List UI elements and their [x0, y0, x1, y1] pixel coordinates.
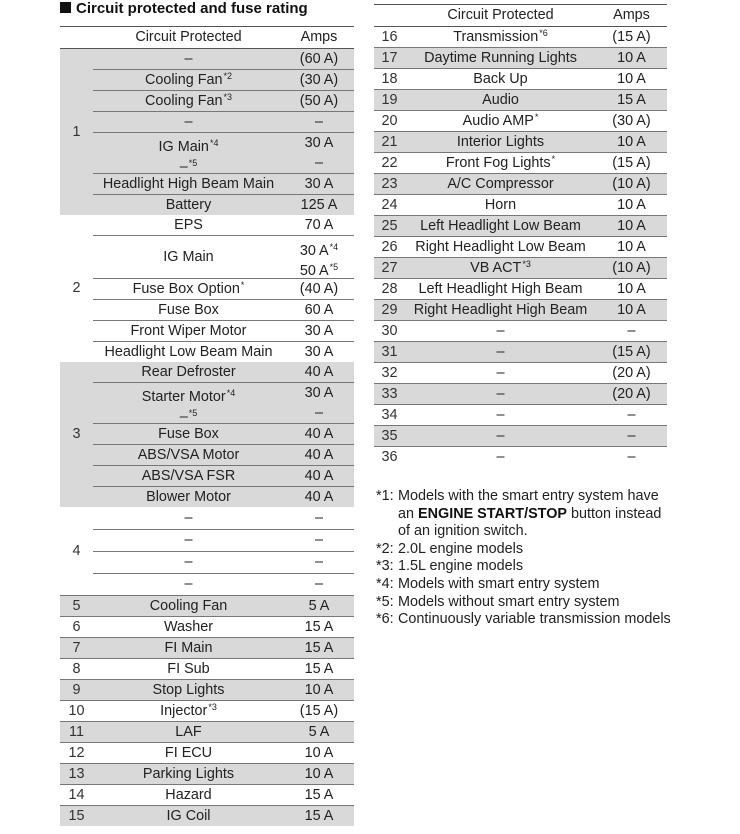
- circuit-cell: IG Main$^{*4}$ –$^{*5}$: [93, 133, 284, 174]
- footnote: *5: Models without smart entry system: [376, 593, 620, 610]
- fuse-number: 21: [374, 132, 405, 153]
- table-row: [374, 321, 667, 342]
- circuit-cell: –: [93, 574, 284, 596]
- amps-cell: (15 A): [596, 153, 667, 174]
- table-row: [60, 321, 354, 342]
- table-row: [60, 424, 354, 445]
- circuit-cell: –: [405, 447, 596, 468]
- table-row: [374, 342, 667, 363]
- fuse-number: 23: [374, 174, 405, 195]
- table-row: [60, 552, 354, 574]
- circuit-cell: Fuse Box Option*: [93, 279, 284, 300]
- table-row: [60, 785, 354, 806]
- amps-cell: 10 A: [596, 237, 667, 258]
- amps-cell: –: [284, 530, 354, 552]
- circuit-cell: –: [184, 509, 193, 526]
- table-row: [374, 216, 667, 237]
- circuit-cell: Injector$^{*3}$: [93, 701, 284, 722]
- fuse-singles: [60, 596, 354, 827]
- amps-cell: 10 A: [596, 279, 667, 300]
- amps-cell: (20 A): [596, 363, 667, 384]
- amps-cell: 15 A: [284, 617, 354, 638]
- table-row: [60, 680, 354, 701]
- table-row: [374, 174, 667, 195]
- circuit-cell: –: [93, 49, 284, 70]
- table-row: [374, 258, 667, 279]
- table-row: [60, 659, 354, 680]
- table-row: [60, 638, 354, 659]
- amps-cell: (10 A): [596, 258, 667, 279]
- amps-cell: 10 A: [596, 300, 667, 321]
- header-number: [374, 5, 405, 27]
- amps-cell: 30 A: [284, 174, 354, 195]
- amps-cell: –: [596, 426, 667, 447]
- fuse-number: 24: [374, 195, 405, 216]
- amps-cell: 30 A –: [284, 133, 354, 174]
- amps-cell: 30 A: [284, 321, 354, 342]
- amps-cell: (30 A): [284, 70, 354, 91]
- circuit-cell: LAF: [93, 722, 284, 743]
- amps-cell: 10 A: [596, 216, 667, 237]
- fuse-number: 12: [60, 743, 93, 764]
- amps-cell: 10 A: [596, 48, 667, 69]
- table-row: [374, 405, 667, 426]
- header-circuit: Circuit Protected: [93, 27, 284, 49]
- amps-cell: 30 A: [284, 342, 354, 363]
- footnote: *6: Continuously variable transmission models: [376, 611, 671, 628]
- amps-cell: (30 A): [596, 111, 667, 132]
- table-row: [374, 447, 667, 468]
- fuse-number: 36: [374, 447, 405, 468]
- amps-cell: 10 A: [596, 195, 667, 216]
- amps-cell: 60 A: [284, 300, 354, 321]
- fuse-number: 33: [374, 384, 405, 405]
- fuse-number: 1: [60, 49, 93, 216]
- circuit-cell: –: [93, 530, 284, 552]
- fuse-number: 27: [374, 258, 405, 279]
- table-row: [374, 90, 667, 111]
- header-amps: Amps: [284, 27, 354, 49]
- fuse-number: 30: [374, 321, 405, 342]
- circuit-cell: Blower Motor: [93, 487, 284, 508]
- circuit-cell: IG Coil: [93, 806, 284, 827]
- amps-cell: 15 A: [596, 90, 667, 111]
- circuit-cell: Fuse Box: [93, 424, 284, 445]
- table-row: [374, 300, 667, 321]
- circuit-cell: –: [405, 342, 596, 363]
- circuit-cell: Transmission$^{*6}$: [405, 27, 596, 48]
- circuit-cell: Cooling Fan$^{*3}$: [93, 91, 284, 112]
- fuse-number: 29: [374, 300, 405, 321]
- circuit-cell: Interior Lights: [405, 132, 596, 153]
- fuse-number: 25: [374, 216, 405, 237]
- table-header-row: [374, 5, 667, 27]
- header-circuit: Circuit Protected: [405, 5, 596, 27]
- circuit-cell: –: [93, 552, 284, 574]
- circuit-cell: –: [405, 321, 596, 342]
- fuse-group-4: [60, 507, 354, 596]
- table-row: [60, 530, 354, 552]
- fuse-number: 11: [60, 722, 93, 743]
- circuit-cell: Battery: [93, 195, 284, 216]
- table-row: [60, 112, 354, 133]
- header-amps: Amps: [596, 5, 667, 27]
- circuit-cell: Audio: [405, 90, 596, 111]
- fuse-number: 18: [374, 69, 405, 90]
- fuse-number: 8: [60, 659, 93, 680]
- circuit-cell: Horn: [405, 195, 596, 216]
- amps-cell: 40 A: [284, 445, 354, 466]
- amps-cell: –: [284, 112, 354, 133]
- amps-cell: –: [596, 447, 667, 468]
- table-row: [60, 743, 354, 764]
- table-row: [374, 279, 667, 300]
- circuit-cell: Cooling Fan$^{*2}$: [93, 70, 284, 91]
- fuse-number: 17: [374, 48, 405, 69]
- circuit-cell: A/C Compressor: [405, 174, 596, 195]
- circuit-cell: Stop Lights: [93, 680, 284, 701]
- amps-cell: 30 A –: [284, 383, 354, 424]
- table-row: [374, 153, 667, 174]
- circuit-cell: Left Headlight High Beam: [405, 279, 596, 300]
- amps-cell: 10 A: [596, 132, 667, 153]
- circuit-cell: –: [405, 363, 596, 384]
- table-row: [374, 27, 667, 48]
- amps-cell: (60 A): [284, 49, 354, 70]
- circuit-cell: Fuse Box: [93, 300, 284, 321]
- footnote: *4: Models with smart entry system: [376, 575, 600, 592]
- fuse-number: 35: [374, 426, 405, 447]
- table-row: [374, 384, 667, 405]
- amps-cell: 15 A: [284, 638, 354, 659]
- fuse-number: 14: [60, 785, 93, 806]
- table-row: [60, 49, 354, 70]
- amps-cell: 10 A: [284, 680, 354, 701]
- circuit-cell: Starter Motor$^{*4}$ –$^{*5}$: [93, 383, 284, 424]
- amps-cell: (15 A): [596, 342, 667, 363]
- circuit-cell: EPS: [174, 216, 203, 233]
- circuit-cell: FI ECU: [93, 743, 284, 764]
- table-row: [374, 363, 667, 384]
- amps-cell: 40 A: [284, 362, 354, 383]
- fuse-number: 9: [60, 680, 93, 701]
- amps-cell: –: [284, 574, 354, 596]
- table-row: [60, 806, 354, 827]
- amps-cell: (40 A): [284, 279, 354, 300]
- amps-cell: (15 A): [284, 701, 354, 722]
- fuse-group-3: [60, 362, 354, 507]
- table-row: [374, 132, 667, 153]
- fuse-table-right: [374, 4, 667, 467]
- amps-cell: 15 A: [284, 785, 354, 806]
- circuit-cell: –: [405, 384, 596, 405]
- table-row: [60, 70, 354, 91]
- table-row: [374, 195, 667, 216]
- table-row: [374, 111, 667, 132]
- fuse-number: 2: [72, 280, 81, 297]
- table-header-row: [60, 27, 354, 49]
- fuse-number: 15: [60, 806, 93, 827]
- circuit-cell: IG Main: [93, 236, 284, 279]
- table-row: [374, 48, 667, 69]
- amps-cell: 40 A: [284, 487, 354, 508]
- circuit-cell: VB ACT$^{*3}$: [405, 258, 596, 279]
- fuse-number: 4: [72, 542, 81, 559]
- amps-cell: 10 A: [284, 764, 354, 785]
- table-row: [374, 426, 667, 447]
- amps-cell: –: [314, 509, 323, 526]
- table-row: [60, 342, 354, 363]
- circuit-cell: ABS/VSA Motor: [93, 445, 284, 466]
- circuit-cell: Right Headlight High Beam: [405, 300, 596, 321]
- fuse-number: 7: [60, 638, 93, 659]
- circuit-cell: FI Main: [93, 638, 284, 659]
- fuse-number: 10: [60, 701, 93, 722]
- amps-cell: 5 A: [284, 722, 354, 743]
- engine-start-stop-label: ENGINE START/STOP: [418, 505, 568, 522]
- amps-cell: (15 A): [596, 27, 667, 48]
- circuit-cell: Rear Defroster: [93, 362, 284, 383]
- fuse-number: 5: [60, 596, 93, 617]
- table-row: [60, 383, 354, 424]
- amps-cell: 10 A: [596, 69, 667, 90]
- square-bullet-icon: [60, 2, 71, 13]
- circuit-cell: –: [93, 112, 284, 133]
- table-row: [60, 195, 354, 216]
- table-row: [60, 574, 354, 596]
- circuit-cell: Front Wiper Motor: [93, 321, 284, 342]
- circuit-cell: Front Fog Lights*: [405, 153, 596, 174]
- table-row: [60, 596, 354, 617]
- circuit-cell: ABS/VSA FSR: [93, 466, 284, 487]
- fuse-rows: [374, 27, 667, 468]
- table-row: [60, 362, 354, 383]
- table-row: [60, 133, 354, 174]
- table-row: [60, 174, 354, 195]
- table-row: [60, 91, 354, 112]
- fuse-group-1: [60, 49, 354, 216]
- circuit-cell: Cooling Fan: [93, 596, 284, 617]
- circuit-cell: Headlight High Beam Main: [93, 174, 284, 195]
- fuse-number: 31: [374, 342, 405, 363]
- circuit-cell: FI Sub: [93, 659, 284, 680]
- circuit-cell: Parking Lights: [93, 764, 284, 785]
- amps-cell: 70 A: [304, 216, 334, 233]
- table-row: [60, 236, 354, 279]
- amps-cell: 40 A: [284, 424, 354, 445]
- amps-cell: –: [596, 405, 667, 426]
- circuit-cell: Daytime Running Lights: [405, 48, 596, 69]
- table-row: [60, 617, 354, 638]
- fuse-table-left: [60, 26, 354, 826]
- circuit-cell: Back Up: [405, 69, 596, 90]
- amps-cell: 15 A: [284, 806, 354, 827]
- fuse-number: 26: [374, 237, 405, 258]
- table-row: [60, 507, 354, 530]
- header-number: [60, 27, 93, 49]
- amps-cell: –: [284, 552, 354, 574]
- table-row: [374, 237, 667, 258]
- fuse-number: 13: [60, 764, 93, 785]
- amps-cell: 15 A: [284, 659, 354, 680]
- table-row: [60, 701, 354, 722]
- footnote: *3: 1.5L engine models: [376, 558, 524, 575]
- amps-cell: 10 A: [284, 743, 354, 764]
- circuit-cell: Left Headlight Low Beam: [405, 216, 596, 237]
- amps-cell: (50 A): [284, 91, 354, 112]
- circuit-cell: Headlight Low Beam Main: [93, 342, 284, 363]
- fuse-number: 22: [374, 153, 405, 174]
- table-row: [60, 279, 354, 300]
- fuse-number: 19: [374, 90, 405, 111]
- fuse-number: 34: [374, 405, 405, 426]
- amps-cell: –: [596, 321, 667, 342]
- fuse-number: 6: [60, 617, 93, 638]
- footnote: *2: 2.0L engine models: [376, 540, 524, 557]
- table-row: [60, 466, 354, 487]
- footnotes: [376, 488, 676, 629]
- table-row: [374, 69, 667, 90]
- fuse-number: 16: [374, 27, 405, 48]
- amps-cell: (10 A): [596, 174, 667, 195]
- amps-cell: (20 A): [596, 384, 667, 405]
- circuit-cell: Hazard: [93, 785, 284, 806]
- section-title: Circuit protected and fuse rating: [60, 0, 308, 18]
- amps-cell: 40 A: [284, 466, 354, 487]
- amps-cell: 30 $A^{*4}$ 50 $A^{*5}$: [284, 236, 354, 279]
- amps-cell: 5 A: [284, 596, 354, 617]
- circuit-cell: –: [405, 405, 596, 426]
- circuit-cell: Right Headlight Low Beam: [405, 237, 596, 258]
- amps-cell: 125 A: [284, 195, 354, 216]
- table-row: [60, 764, 354, 785]
- fuse-group-2: [60, 215, 354, 362]
- circuit-cell: Audio AMP*: [405, 111, 596, 132]
- table-row: [60, 487, 354, 508]
- table-row: [60, 445, 354, 466]
- fuse-number: 28: [374, 279, 405, 300]
- footnote: *1: Models with the smart entry system have an ENGINE START/STOP button instead of an ignition switch.: [376, 488, 662, 540]
- table-row: [60, 722, 354, 743]
- fuse-number: 3: [60, 362, 93, 507]
- circuit-cell: Washer: [93, 617, 284, 638]
- table-row: [60, 215, 354, 236]
- fuse-number: 32: [374, 363, 405, 384]
- fuse-number: 20: [374, 111, 405, 132]
- table-row: [60, 300, 354, 321]
- circuit-cell: –: [405, 426, 596, 447]
